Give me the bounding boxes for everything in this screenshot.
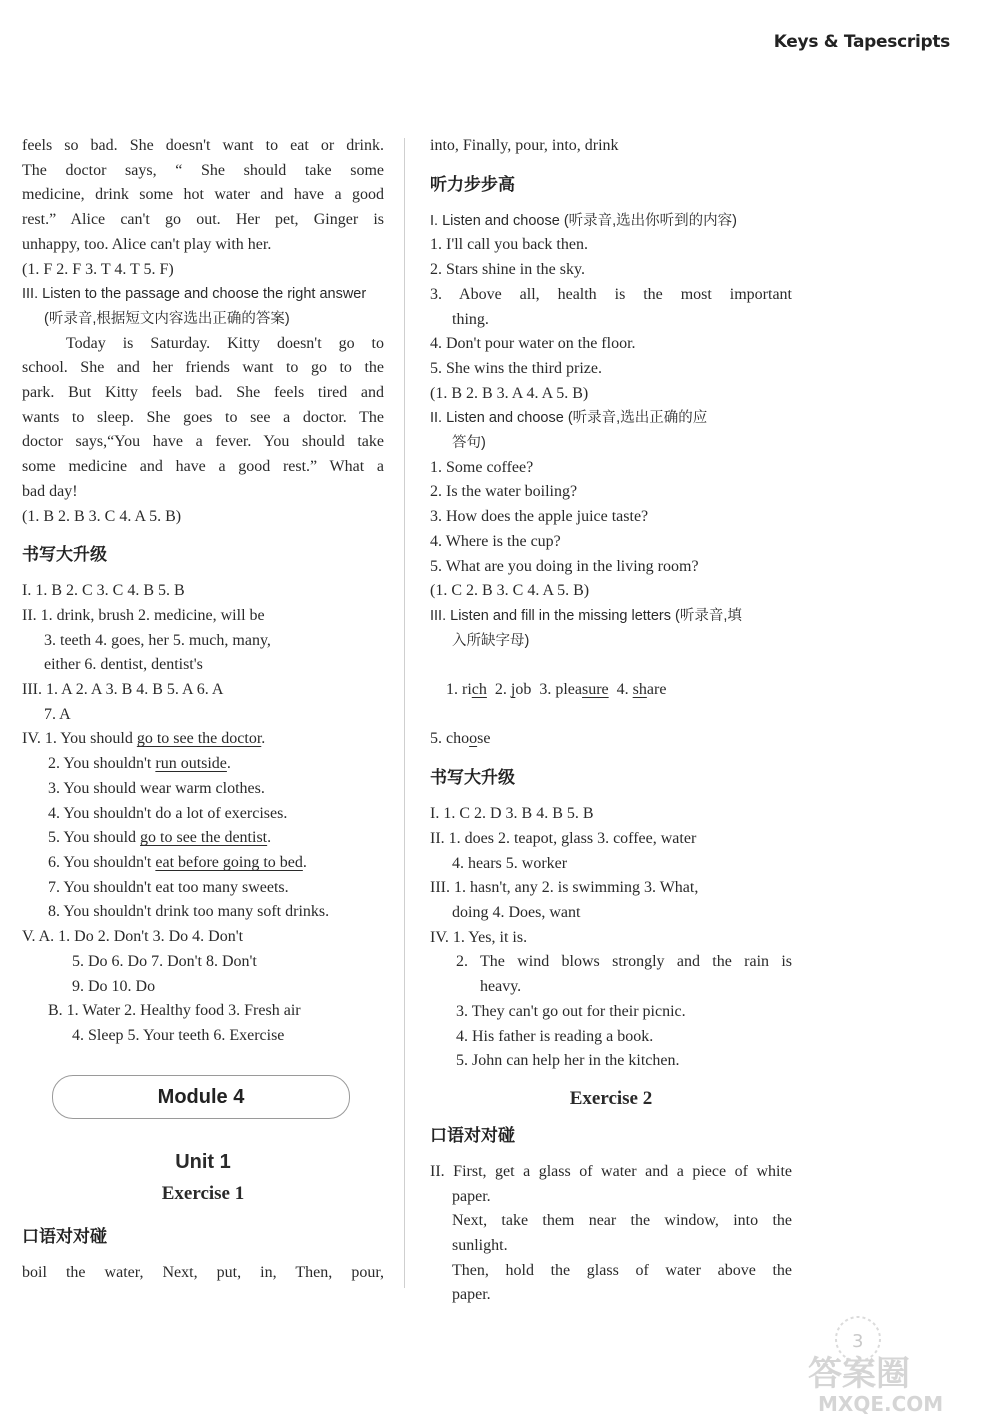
answer-line: B. 1. Water 2. Healthy food 3. Fresh air <box>48 1002 301 1020</box>
answer-line: into, Finally, pour, into, drink <box>430 137 619 154</box>
answer-key: (1. B 2. B 3. C 4. A 5. B) <box>22 507 182 525</box>
transcript-line: 2. Is the water boiling? <box>430 483 578 501</box>
module-title-box: Module 4 <box>52 1075 350 1119</box>
column-divider <box>404 138 405 1288</box>
instruction-title-cn: (听录音,根据短文内容选出正确的答案) <box>44 310 290 327</box>
answer-line: III. 1. A 2. A 3. B 4. B 5. A 6. A <box>22 681 224 699</box>
transcript-line: 5. She wins the third prize. <box>430 359 602 377</box>
answer-line: doing 4. Does, want <box>452 903 581 921</box>
answer-line: 8. You shouldn't drink too many soft drinks. <box>48 903 330 921</box>
answer-line: 3. You should wear warm clothes. <box>48 779 265 797</box>
underlined-letters: sure <box>582 681 609 699</box>
answer-line: 5. choose <box>430 730 491 748</box>
underlined-letters: j <box>510 681 516 699</box>
instruction-title-cn: 入所缺字母) <box>452 632 530 649</box>
answer-line: paper. <box>452 1187 491 1205</box>
passage-line: Today is Saturday. Kitty doesn't go to <box>66 334 384 352</box>
answer-line: II. 1. drink, brush 2. medicine, will be <box>22 606 265 624</box>
answer-line: heavy. <box>480 978 522 996</box>
exercise-title: Exercise 1 <box>161 1182 245 1204</box>
instruction-title: III. Listen and fill in the missing letters (听录音,填 <box>430 607 742 624</box>
answer-line: boil the water, Next, put, in, Then, pour, <box>22 1263 384 1281</box>
answer-line: II. 1. does 2. teapot, glass 3. coffee, water <box>430 829 697 847</box>
page-number: 3 <box>852 1331 864 1352</box>
instruction-title-cn: 答句) <box>452 435 486 452</box>
answer-line: 9. Do 10. Do <box>72 977 156 995</box>
instruction-title: II. Listen and choose (听录音,选出正确的应 <box>430 410 708 427</box>
page-header-title: Keys & Tapescripts <box>773 32 950 52</box>
answer-line: either 6. dentist, dentist's <box>44 656 203 674</box>
passage-line: feels so bad. She doesn't want to eat or drink. <box>22 137 384 154</box>
answer-line: 1. rich 2. job 3. pleasure 4. share <box>446 681 667 699</box>
answer-line: 4. His father is reading a book. <box>456 1027 654 1045</box>
instruction-title: I. Listen and choose (听录音,选出你听到的内容) <box>430 212 737 229</box>
exercise-title: Exercise 2 <box>569 1087 653 1109</box>
transcript-line: 1. I'll call you back then. <box>430 236 588 254</box>
answer-line: 4. hears 5. worker <box>452 854 568 872</box>
answer-line: 2. You shouldn't run outside. <box>48 755 231 773</box>
transcript-line: 5. What are you doing in the living room? <box>430 557 699 575</box>
passage-line: medicine, drink some hot water and have a good <box>22 186 384 204</box>
answer-line: 6. You shouldn't eat before going to bed. <box>48 853 307 871</box>
section-heading-writing: 书写大升级 <box>430 768 515 789</box>
transcript-line: 4. Don't pour water on the floor. <box>430 335 636 353</box>
passage-line: doctor says,“You have a fever. You should take <box>22 433 384 451</box>
section-heading-writing: 书写大升级 <box>22 545 107 566</box>
watermark-logo <box>798 1307 988 1417</box>
transcript-line: 2. Stars shine in the sky. <box>430 261 585 279</box>
left-column <box>22 134 384 1285</box>
passage-line: wants to sleep. She goes to see a doctor. The <box>22 408 384 426</box>
passage-line: school. She and her friends want to go to the <box>22 359 384 377</box>
transcript-line: 1. Some coffee? <box>430 458 534 476</box>
transcript-line: thing. <box>452 310 489 328</box>
section-heading-oral: 口语对对碰 <box>430 1125 515 1146</box>
passage-line: some medicine and have a good rest.” What a <box>22 458 384 476</box>
passage-line: The doctor says, “ She should take some <box>22 161 384 179</box>
answer-line: 4. You shouldn't do a lot of exercises. <box>48 804 288 822</box>
underlined-letters: o <box>469 730 478 748</box>
answer-key: (1. B 2. B 3. A 4. A 5. B) <box>430 384 589 402</box>
answer-line: Then, hold the glass of water above the <box>452 1261 792 1279</box>
answer-line: 3. They can't go out for their picnic. <box>456 1002 686 1020</box>
underlined-letters: ch <box>471 681 487 699</box>
answer-line: II. First, get a glass of water and a piece of white <box>430 1162 792 1180</box>
answer-line: III. 1. hasn't, any 2. is swimming 3. What, <box>430 879 699 897</box>
transcript-line: 4. Where is the cup? <box>430 532 561 550</box>
answer-line: I. 1. C 2. D 3. B 4. B 5. B <box>430 805 594 823</box>
answer-line: 5. Do 6. Do 7. Don't 8. Don't <box>72 952 257 970</box>
answer-line: 4. Sleep 5. Your teeth 6. Exercise <box>72 1026 285 1044</box>
unit-title: Unit 1 <box>175 1150 231 1173</box>
watermark-url: MXQE.COM <box>818 1392 944 1416</box>
underlined-letters: sh <box>632 681 647 699</box>
answer-line: 5. John can help her in the kitchen. <box>456 1052 680 1070</box>
answer-line: Next, take them near the window, into the <box>452 1212 792 1230</box>
passage-line: rest.” Alice can't go out. Her pet, Ginger is <box>22 211 384 229</box>
answer-line: I. 1. B 2. C 3. C 4. B 5. B <box>22 582 185 600</box>
answer-key: (1. C 2. B 3. C 4. A 5. B) <box>430 582 590 600</box>
answer-line: 7. You shouldn't eat too many sweets. <box>48 878 289 896</box>
answer-line: IV. 1. You should go to see the doctor. <box>22 730 266 748</box>
answer-key: (1. F 2. F 3. T 4. T 5. F) <box>22 260 174 278</box>
passage-line: park. But Kitty feels bad. She feels tired and <box>22 384 384 402</box>
answer-line: 7. A <box>44 705 71 723</box>
underlined-answer: go to see the doctor <box>136 730 262 748</box>
right-column <box>430 134 792 1308</box>
underlined-answer: eat before going to bed <box>155 853 303 871</box>
transcript-line: 3. How does the apple juice taste? <box>430 508 649 526</box>
answer-line: 5. You should go to see the dentist. <box>48 829 272 847</box>
answer-line: IV. 1. Yes, it is. <box>430 928 528 946</box>
answer-line: 3. teeth 4. goes, her 5. much, many, <box>44 631 271 649</box>
transcript-line: 3. Above all, health is the most important <box>430 285 792 303</box>
passage-line: bad day! <box>22 482 78 500</box>
underlined-answer: go to see the dentist <box>140 829 268 847</box>
section-heading-listening: 听力步步高 <box>430 174 515 195</box>
answer-line: V. A. 1. Do 2. Don't 3. Do 4. Don't <box>22 928 244 946</box>
section-heading-oral: 口语对对碰 <box>22 1226 107 1247</box>
underlined-answer: run outside <box>155 755 227 773</box>
answer-line: sunlight. <box>452 1237 508 1255</box>
answer-line: 2. The wind blows strongly and the rain is <box>456 953 792 971</box>
instruction-title: III. Listen to the passage and choose the right answer <box>22 286 367 303</box>
answer-line: paper. <box>452 1286 491 1304</box>
watermark-text: 答案圈 <box>808 1354 910 1394</box>
passage-line: unhappy, too. Alice can't play with her. <box>22 235 272 253</box>
